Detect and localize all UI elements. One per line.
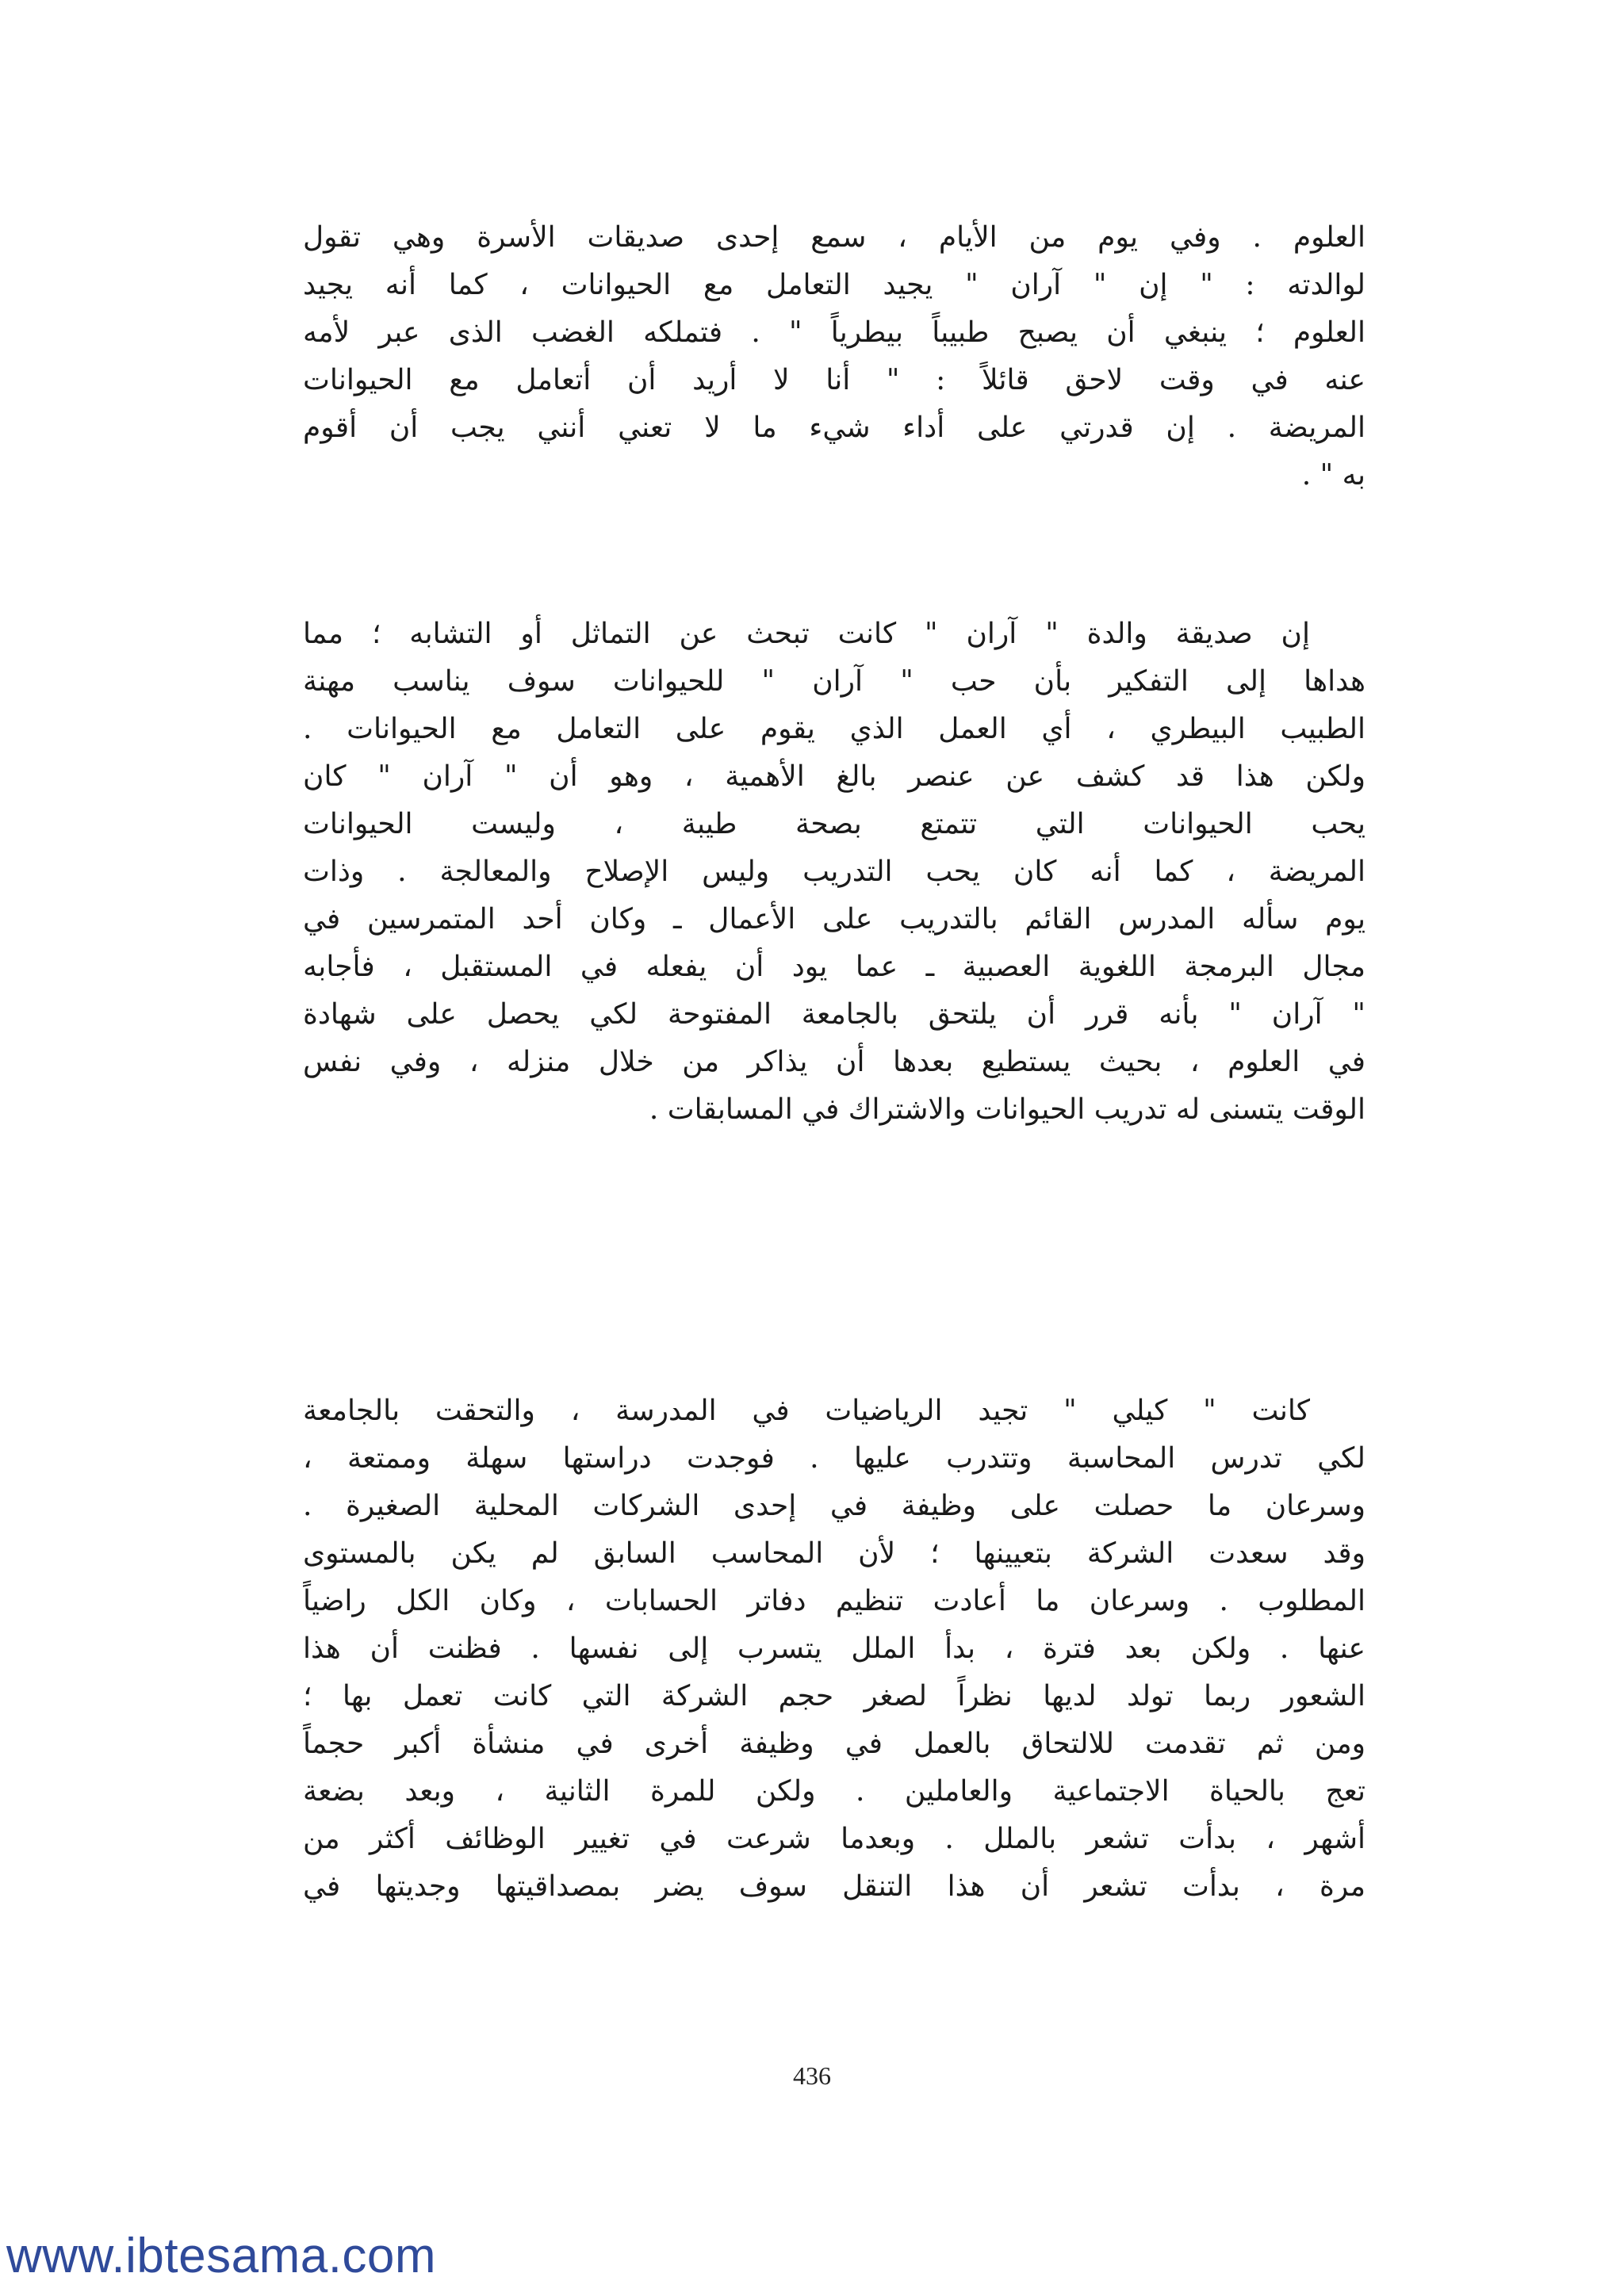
text-line: ومن ثم تقدمت للالتحاق بالعمل في وظيفة أخرى في منشأة أكبر حجماً [303, 1728, 1365, 1760]
text-line: المريضة ، كما أنه كان يحب التدريب وليس الإصلاح والمعالجة . وذات [303, 855, 1365, 888]
text-line: المريضة . إن قدرتي على أداء شيء ما لا تعني أنني يجب أن أقوم [303, 411, 1365, 444]
text-line: لوالدته : " إن " آران " يجيد التعامل مع الحيوانات ، كما أنه يجيد [303, 269, 1365, 301]
text-line: ولكن هذا قد كشف عن عنصر بالغ الأهمية ، وهو أن " آران " كان [303, 760, 1365, 793]
text-line: كانت " كيلي " تجيد الرياضيات في المدرسة ، والتحقت بالجامعة [303, 1395, 1310, 1427]
text-line: تعج بالحياة الاجتماعية والعاملين . ولكن للمرة الثانية ، وبعد بضعة [303, 1775, 1365, 1808]
text-line: مجال البرمجة اللغوية العصبية ـ عما يود أن يفعله في المستقبل ، فأجابه [303, 951, 1365, 983]
paragraph-1 [303, 214, 1365, 499]
page-number: 436 [793, 2061, 831, 2090]
text-line: الشعور ربما تولد لديها نظراً لصغر حجم الشركة التي كانت تعمل بها ؛ [303, 1680, 1365, 1712]
text-line: هداها إلى التفكير بأن حب " آران " للحيوانات سوف يناسب مهنة [303, 665, 1365, 698]
text-line: إن صديقة والدة " آران " كانت تبحث عن التماثل أو التشابه ؛ مما [303, 618, 1310, 650]
text-line: وقد سعدت الشركة بتعيينها ؛ لأن المحاسب السابق لم يكن بالمستوى [303, 1537, 1365, 1570]
text-line: لكي تدرس المحاسبة وتتدرب عليها . فوجدت دراستها سهلة وممتعة ، [303, 1442, 1365, 1475]
text-line: يحب الحيوانات التي تتمتع بصحة طيبة ، وليست الحيوانات [303, 808, 1365, 840]
text-line: عنه في وقت لاحق قائلاً : " أنا لا أريد أن أتعامل مع الحيوانات [303, 364, 1365, 396]
text-line: أشهر ، بدأت تشعر بالملل . وبعدما شرعت في تغيير الوظائف أكثر من [303, 1823, 1365, 1855]
text-line: به " . [1301, 459, 1365, 492]
text-line: " آران " بأنه قرر أن يلتحق بالجامعة المفتوحة لكي يحصل على شهادة [303, 998, 1365, 1031]
watermark-link[interactable]: www.ibtesama.com [6, 2229, 437, 2283]
text-line: مرة ، بدأت تشعر أن هذا التنقل سوف يضر بمصداقيتها وجديتها في [303, 1870, 1365, 1903]
text-line: وسرعان ما حصلت على وظيفة في إحدى الشركات المحلية الصغيرة . [303, 1490, 1365, 1522]
paragraph-3 [303, 1387, 1365, 1911]
text-line: عنها . ولكن بعد فترة ، بدأ الملل يتسرب إلى نفسها . فظنت أن هذا [303, 1632, 1365, 1665]
text-line: في العلوم ، بحيث يستطيع بعدها أن يذاكر من خلال منزله ، وفي نفس [303, 1046, 1365, 1078]
paragraph-2 [303, 610, 1365, 1134]
text-line: العلوم . وفي يوم من الأيام ، سمع إحدى صديقات الأسرة وهي تقول [303, 221, 1365, 254]
text-line: الوقت يتسنى له تدريب الحيوانات والاشتراك في المسابقات . [649, 1093, 1365, 1126]
text-line: يوم سأله المدرس القائم بالتدريب على الأعمال ـ وكان أحد المتمرسين في [303, 903, 1365, 936]
text-line: الطبيب البيطري ، أي العمل الذي يقوم على التعامل مع الحيوانات . [303, 713, 1365, 745]
text-line: المطلوب . وسرعان ما أعادت تنظيم دفاتر الحسابات ، وكان الكل راضياً [303, 1585, 1365, 1617]
text-line: العلوم ؛ ينبغي أن يصبح طبيباً بيطرياً " . فتملكه الغضب الذى عبر لأمه [303, 316, 1365, 349]
